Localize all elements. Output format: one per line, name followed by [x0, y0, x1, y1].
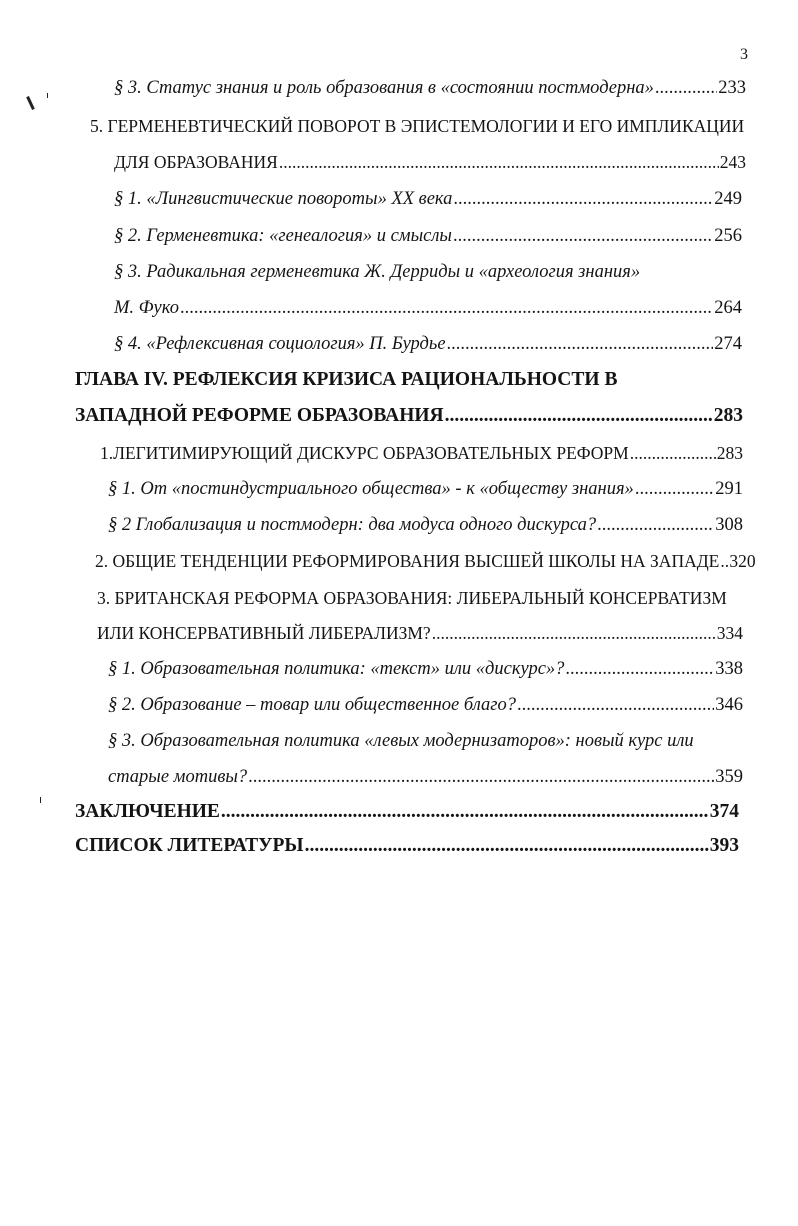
- toc-entry-label: § 1. От «постиндустриального общества» - к «обществу знания»: [108, 479, 634, 499]
- toc-entry-page: 359: [715, 767, 743, 787]
- toc-entry-label: § 4. «Рефлексивная социология» П. Бурдье: [114, 334, 446, 354]
- toc-entry-label: § 2 Глобализация и постмодерн: два модуса одного дискурса?: [108, 515, 597, 535]
- toc-entry-label: СПИСОК ЛИТЕРАТУРЫ: [75, 835, 304, 856]
- toc-entry-label: ДЛЯ ОБРАЗОВАНИЯ: [114, 152, 278, 172]
- toc-entry-label: 3. БРИТАНСКАЯ РЕФОРМА ОБРАЗОВАНИЯ: ЛИБЕРАЛЬНЫЙ КОНСЕРВАТИЗМ: [97, 588, 727, 608]
- toc-entry: [97, 586, 727, 610]
- toc-entry-label: ЗАКЛЮЧЕНИЕ: [75, 801, 220, 822]
- toc-entry: [114, 332, 742, 356]
- dot-leader: [432, 621, 716, 645]
- toc-chapter: [75, 800, 739, 824]
- dot-leader: [447, 332, 714, 356]
- dot-leader: [517, 693, 714, 717]
- toc-entry: [114, 76, 746, 100]
- toc-entry: [114, 296, 742, 320]
- toc-entry-label: М. Фуко: [114, 298, 179, 318]
- dot-leader: [221, 800, 709, 824]
- toc-entry-page: 243: [719, 152, 746, 172]
- dot-leader: [305, 834, 709, 858]
- toc-entry-page: 338: [715, 659, 743, 679]
- toc-entry-label: ЗАПАДНОЙ РЕФОРМЕ ОБРАЗОВАНИЯ: [75, 405, 444, 426]
- toc-chapter: [75, 404, 743, 428]
- dot-leader: [180, 296, 713, 320]
- toc-entry-label: § 1. «Лингвистические повороты» XX века: [114, 189, 453, 209]
- page-number: 3: [740, 46, 748, 63]
- toc-entry-page: 393: [709, 835, 739, 856]
- toc-entry-page: 291: [715, 479, 743, 499]
- toc-entry-label: старые мотивы?: [108, 767, 248, 787]
- toc-entry-label: § 2. Герменевтика: «генеалогия» и смыслы: [114, 226, 452, 246]
- toc-entry-label: 5. ГЕРМЕНЕВТИЧЕСКИЙ ПОВОРОТ В ЭПИСТЕМОЛОГИИ И ЕГО ИМПЛИКАЦИИ: [90, 116, 745, 136]
- toc-entry-label: § 3. Образовательная политика «левых модернизаторов»: новый курс или: [108, 731, 694, 751]
- toc-chapter: [75, 368, 617, 392]
- toc-entry-label: 1.ЛЕГИТИМИРУЮЩИЙ ДИСКУРС ОБРАЗОВАТЕЛЬНЫХ РЕФОРМ: [100, 443, 629, 463]
- dot-leader: [720, 549, 728, 573]
- dot-leader: [453, 224, 713, 248]
- toc-entry: [97, 621, 743, 645]
- toc-entry: [114, 187, 742, 211]
- toc-entry-page: 233: [718, 78, 746, 98]
- toc-entry-label: § 3. Радикальная герменевтика Ж. Дерриды и «археология знания»: [114, 262, 641, 282]
- scan-mark: [47, 93, 48, 98]
- dot-leader: [630, 441, 716, 465]
- toc-entry: [100, 441, 743, 465]
- toc-entry: [108, 729, 694, 753]
- toc-entry: [95, 549, 756, 573]
- scan-mark: [26, 96, 35, 110]
- toc-entry-label: ИЛИ КОНСЕРВАТИВНЫЙ ЛИБЕРАЛИЗМ?: [97, 623, 431, 643]
- toc-entry: [114, 150, 746, 174]
- toc-entry-label: § 1. Образовательная политика: «текст» или «дискурс»?: [108, 659, 565, 679]
- toc-entry: [90, 114, 744, 138]
- toc-entry-page: 346: [715, 695, 743, 715]
- toc-entry-page: 283: [713, 405, 743, 426]
- dot-leader: [445, 404, 713, 428]
- toc-entry-label: ГЛАВА IV. РЕФЛЕКСИЯ КРИЗИСА РАЦИОНАЛЬНОСТИ В: [75, 369, 618, 390]
- toc-entry-page: 283: [716, 443, 743, 463]
- dot-leader: [655, 76, 717, 100]
- toc-entry: [108, 513, 743, 537]
- toc-entry: [108, 765, 743, 789]
- toc-entry: [108, 477, 743, 501]
- dot-leader: [453, 187, 713, 211]
- toc-entry-page: 256: [714, 226, 742, 246]
- dot-leader: [635, 477, 714, 501]
- toc-entry-label: § 3. Статус знания и роль образования в «состоянии постмодерна»: [114, 78, 654, 98]
- toc-entry-page: 308: [715, 515, 743, 535]
- dot-leader: [279, 150, 719, 174]
- toc-entry: [114, 224, 742, 248]
- toc-entry-page: 249: [714, 189, 742, 209]
- toc-entry-page: 334: [716, 623, 743, 643]
- dot-leader: [248, 765, 714, 789]
- scan-mark: [40, 797, 41, 803]
- toc-chapter: [75, 834, 739, 858]
- dot-leader: [597, 513, 714, 537]
- toc-entry: [114, 260, 640, 284]
- toc-entry-page: 374: [709, 801, 739, 822]
- toc-entry-label: 2. ОБЩИЕ ТЕНДЕНЦИИ РЕФОРМИРОВАНИЯ ВЫСШЕЙ ШКОЛЫ НА ЗАПАДЕ: [95, 551, 720, 571]
- toc-entry-page: 320: [729, 551, 756, 571]
- toc-entry: [108, 693, 743, 717]
- toc-entry-page: 264: [714, 298, 742, 318]
- toc-entry-page: 274: [714, 334, 742, 354]
- dot-leader: [565, 657, 714, 681]
- toc-entry-label: § 2. Образование – товар или общественное благо?: [108, 695, 516, 715]
- toc-entry: [108, 657, 743, 681]
